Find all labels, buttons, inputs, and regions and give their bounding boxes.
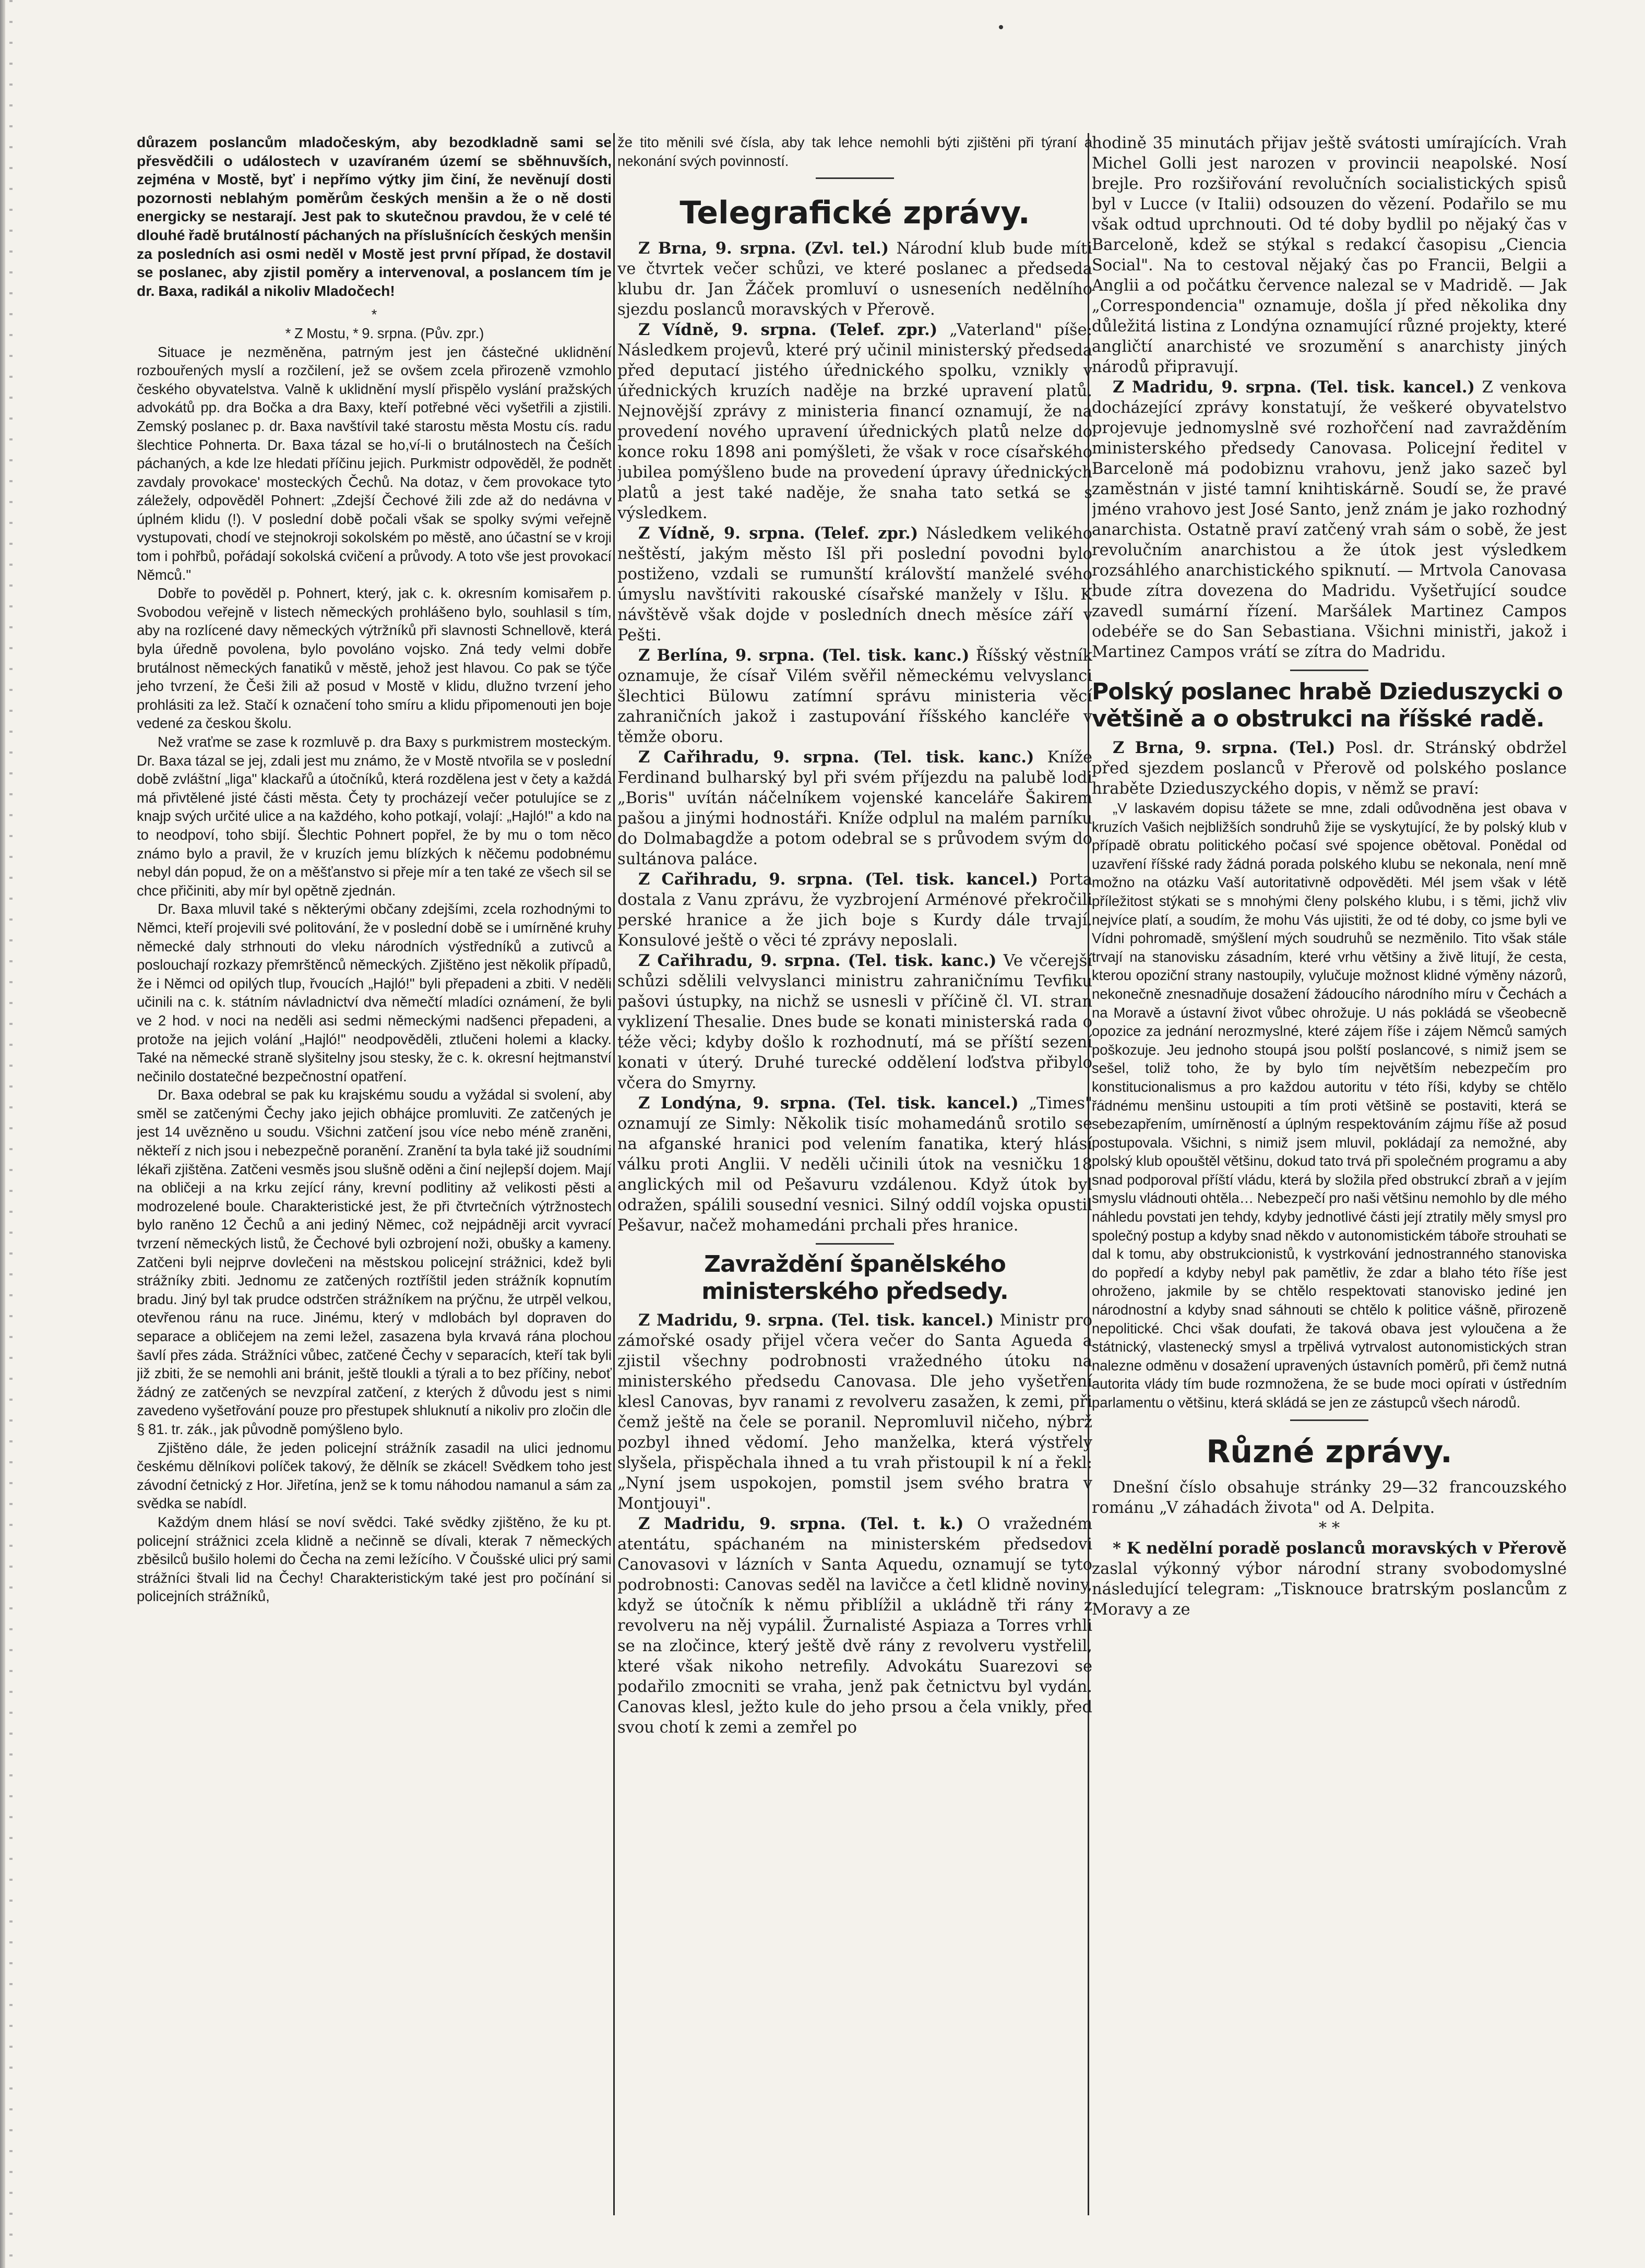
news-text: „Vaterland" píše: Následkem projevů, které prý učinil ministerský předseda před deputací jistého úřednického spolku, vznikly v úřednických kruzích naděje na brzké upravení platů. Nejnovější zprávy z ministeria financí oznamují, že na provedení nového upravení úřednických platů nelze do konce roku 1898 ani pomýšleti, že však v roce císařského jubilea pomýšleno bude na provedení úpravy úřednických platů a jest také naděje, že snaha tato setká se s výsledkem. [617,321,1092,523]
dateline: Z Madridu, 9. srpna. (Tel. tisk. kancel.) [638,1311,994,1330]
separator-rule [1290,1419,1368,1421]
dateline: * Z Mostu, * 9. srpna. (Pův. zpr.) [285,325,484,341]
news-item [617,238,1092,320]
news-text: Následkem velikého neštěstí, jakým město Išl při poslední povodni bylo postiženo, vzdali se rumunští královští manželé svého úmyslu navštíviti rakouské císařské manžely v Išlu. K návštěvě však dojde v posledních dnech měsíce září v Pešti. [617,524,1092,645]
news-item [1092,1538,1567,1620]
news-text: zaslal výkonný výbor národní strany svobodomyslné následující telegram: „Tisknouce bratrským poslancům z Moravy a ze [1092,1559,1567,1619]
news-text: Kníže Ferdinand bulharský byl při svém příjezdu na palubě lodi „Boris" uvítán náčelníkem vojenské kanceláře Šakirem pašou a jinými hodnostáři. Kníže odplul na malém parníku do Dolmabagdže a potom odebral se s průvodem svým do sultánova paláce. [617,748,1092,869]
news-item [617,646,1092,747]
dateline: Z Brna, 9. srpna. (Tel.) [1113,738,1336,757]
column-1 [137,133,612,2234]
article-paragraph: Zjištěno dále, že jeden policejní strážník zasadil na ulici jednomu českému dělníkovi políček takový, že dělník se zkácel! Svědkem toho jest závodní četnický z Hor. Jiřetína, jenž se k tomu náhodou namanul a sám za svědka se nabídl. [137,1439,612,1512]
separator-star: * [371,306,377,323]
column-rule [613,133,615,2215]
section-heading-polish-deputy: Polský poslanec hrabě Dzieduszycki o většině a o obstrukci na říšské radě. [1092,678,1563,732]
news-item [617,320,1092,523]
news-text: Ve včerejší schůzi sdělili velvyslanci ministru zahraničnímu Tevfiku pašovi ústupky, na nichž se usnesli v příčině čl. VI. stran vyklizení Thesalie. Dnes bude se konati ministerská rada o téže věci; kdyby došlo k rozhodnutí, má se příští sezení konati v úterý. Druhé turecké oddělení loďstva přibylo včera do Smyrny. [617,952,1092,1093]
news-text: Národní klub bude míti ve čtvrtek večer schůzi, ve které poslanec a předseda klubu dr. Jan Žáček promluví o usneseních nedělního sjezdu poslanců moravských v Přerově. [617,240,1092,319]
news-item [617,1514,1092,1738]
dateline: Z Berlína, 9. srpna. (Tel. tisk. kanc.) [638,646,970,665]
article-continuation: hodině 35 minutách přijav ještě svátosti umírajících. Vrah Michel Golli jest narozen v provincii neapolské. Nosí brejle. Pro rozšiřování revolučních socialistických spisů byl v Lucce (v Italii) odsouzen do vězení. Podařilo se mu však odtud uprchnouti. Od té doby bydlil po nějaký čas v Barceloně, kdež se stýkal s redakcí časopisu „Ciencia Social". Na to cestoval nějaký čas po Francii, Belgii a Anglii a od počátku července nalezal se v Madridě. — Jak „Correspondencia" oznamuje, došla jí před několika dny důležitá listina z Londýna oznamující různé projekty, které angličtí anarchisté ve srozumění s anarchisty jiných národů připravují. [1092,134,1567,376]
separator-stars: * * [1318,1519,1340,1537]
article-continuation: důrazem poslancům mladočeským, aby bezodkladně sami se přesvědčili o událostech v uzavíraném území se sběhnuvších, zejména v Mostě, byť i nepřímo výtky jim činí, že nevěnují dosti pozornosti neblahým poměrům českých menšin a že o ně dosti energicky se nestarají. Jest pak to skutečnou pravdou, že v celé té dlouhé řadě brutálností páchaných na příslušnících českých menšin za posledních asi osmi neděl v Mostě jest první případ, že dostavil se poslanec, aby zjistil poměry a intervenoval, a poslancem tím je dr. Baxa, radikál a nikoliv Mladočech! [137,134,612,299]
article-paragraph: Dr. Baxa mluvil také s některými občany zdejšími, zcela rozhodnými to Němci, kteří projevili své politování, že v poslední době se i umírněné kruhy německé daly strhnouti do vleku národních výstředníků a zutivců a poslouchají rozkazy přemrštěnců německých. Zjištěno jest několik případů, že i Němci od opilých tlup, řvoucích „Hajló!" byli přepadeni a zbiti. V neděli učinili na c. k. státním návladnictví dva němečtí mladíci oznámení, že byli ve 2 hod. v noci na neděli asi sedmi německými nadšenci přepadeni, a protože na jejich volání „Hajló!" neodpověděli, ztlučeni holemi a klacky. Také na německé straně slyšitelny jsou stesky, že c. k. okresní hejtmanství nečinilo dostatečné bezpečnostní opatření. [137,901,612,1084]
news-item: Dnešní číslo obsahuje stránky 29—32 francouzského románu „V záhadách života" od A. Delpita. [1092,1478,1567,1517]
dateline: Z Madridu, 9. srpna. (Tel. tisk. kancel.) [1113,378,1475,397]
news-item [1092,738,1567,799]
separator-rule [816,177,894,179]
news-text: Z venkova docházející zprávy konstatují, že veškeré obyvatelstvo projevuje jednomyslně své rozhořčení nad zavražděním ministerského předsedy Canovasa. Policejní ředitel v Barceloně má podobiznu vrahovu, jenž jako sazeč byl zaměstnán v jisté tamní knihtiskárně. Soudí se, že pravé jméno vrahovo jest José Santo, jenž znám je jako rozhodný anarchista. Ostatně praví zatčený vrah sám o sobě, že jest revolučním anarchistou a že útok jest výsledkem rozsáhlého anarchistického spiknutí. — Mrtvola Canovasa bude zítra dovezena do Madridu. Vyšetřující soudce zavedl sumární řízení. Maršálek Martinez Campos odebéře se do San Sebastiana. Všichni ministři, jakož i Martinez Campos vrátí se zítra do Madridu. [1092,378,1567,661]
dateline: Z Londýna, 9. srpna. (Tel. tisk. kancel.) [638,1094,1019,1113]
article-paragraph: Každým dnem hlásí se noví svědci. Také svědky zjištěno, že ku pt. policejní strážnici zcela klidně a nečinně se dívali, kterak 7 německých zběsilců bušilo holemi do Čecha na zemi ležícího. V Čoušské ulici prý sami strážníci štvali lid na Čechy! Charakteristickým také jest pro počínání si policejních strážníků, [137,1513,612,1605]
dateline: Z Vídně, 9. srpna. (Telef. zpr.) [638,320,938,340]
dateline: Z Madridu, 9. srpna. (Tel. t. k.) [638,1514,964,1534]
dateline: Z Vídně, 9. srpna. (Telef. zpr.) [638,524,919,543]
letter-quote: „V laskavém dopisu tážete se mne, zdali odůvodněna jest obava v kruzích Vašich nejbližších sondruhů žije se vyskytující, že by polský klub v případě obratu politického počasí své spojence obětoval. Ponědal od uzavření říšské rady žádná porada polského klubu se nekonala, není mně možno na otázku Vaší autoritativně odpověděti. Mél jsem však v létě příležitost stýkati se s mnohými členy polského klubu, i s těmi, jichž vliv nejvíce platí, a soudím, že mohu Vás ujistiti, že od té doby, co jsme byli ve Vídni pohromadě, smýšlení mých soudruhů se nezměnilo. Tito však stále trvají na stanovisku zásadním, které vrhu většiny a živě litují, že cesta, kterou opoziční strany nastoupily, vylučuje možnost klidné výměny názorů, nekonečně znesnadňuje dosažení žádoucího národního míru v Čechách a na Moravě a ústavní život vůbec ohrožuje. U nás pokládá se všeobecně opozice za jednání nerozmyslné, které zájem říše i zájem Němců samých poškozuje. Jeu jednoho stoupá jsou polští poslancové, s nimiž jsem se sešel, toliž toho, že by bylo tím největším nebezpečím pro konstitucionalismus a pro každou autoritu v této říši, kdyby se chtělo řádnému menšinu ustoupiti a tím proti většině se postaviti, která se sebezapřením, umírněností a úplným respektováním zájmu říše až posud postupovala. Všichni, s nimiž jsem mluvil, pokládají za nemožné, aby polský klub opouštěl většinu, dokud tato trvá při společném programu a aby snad podporoval příští vládu, která by složila před obstrukcí zbraň a v jejím smyslu vládnouti ohtěla… Nebezpečí pro naši většinu nemohlo by dle mého náhledu povstati jen tehdy, kdyby jednotlivé části její ztratily měly smysl pro společný postup a kdyby snad někdo v autonomistickém táboře strouhati se dal k tomu, aby obstrukcionistů, k vystrkování jednostranného stanoviska do popředí a kdyby nebyl pak pamětliv, že zdar a blaho této říše jest ohroženo, jakmile by se chtělo respektovati stanovisko jediné jen národnostní a kdyby snad sáhnouti se chtělo k politice vášně, přirozeně nepolitické. Chci však doufati, že taková obava jest vyloučena a že státnický, vlastenecký smysl a trpělivá vytrvalost autonomistických stran nalezne odměnu v dosažení upravených ústavních poměrů, při čemž nutná autorita vlády tím bude rozmnožena, že se bude moci opírati v ústředním parlamentu o většinu, která skládá se jen ze zástupců všech národů. [1092,800,1567,1411]
news-item [617,523,1092,646]
section-heading-assassination: Zavraždění španělského ministerského předsedy. [701,1251,1008,1305]
dateline: Z Cařihradu, 9. srpna. (Tel. tisk. kanc.) [638,748,1034,767]
article-paragraph: Situace je nezměněna, patrným jest jen částečné uklidnění rozbouřených myslí a rozčilení, jež se ovšem zcela přirozeně vzmohlo českého obyvatelstva. Valně k uklidnění myslí přispělo vyslání pražských advokátů pp. dra Bočka a dra Baxy, kteří potřebné věci vyšetřili a zjistili. Zemský poslanec p. dr. Baxa navštívil také starostu města Mostu cís. radu šlechtice Pohnerta. Dr. Baxa tázal se ho,ví-li o brutálnostech na Češích páchaných, a kde lze hledati příčinu jejich. Purkmistr odpověděl, že podnět zavdaly provokace' mosteckých Čechů. Na dotaz, v čem provokace tyto záležely, odpověděl Pohnert: „Zdejší Čechové žili zde až do nedávna v úplném klidu (!). V poslední době počali však se spolky svými veřejně vystupovati, chodí ve stejnokroji sokolském po městě, ano účastní se v kroji tom i pohřbů, pořádají sokolská cvičení a průvody. A toto vše jest provokací Němců." [137,343,612,583]
dateline: * K nedělní poradě poslanců moravských v Přerově [1113,1538,1567,1558]
news-text: Říšský věstník oznamuje, že císař Vilém svěřil německému velvyslanci šlechtici Bülowu zatímní správu ministeria věcí zahraničních jakož i zastupování říšského kancléře v těmže oboru. [617,647,1092,747]
binding-holes [9,0,13,2268]
column-3 [1092,133,1567,2234]
news-item [1092,377,1567,662]
news-text: O vražedném atentátu, spáchaném na ministerském předsedovi Canovasovi v lázních v Santa Aquedu, oznamují se tyto podrobnosti: Canovas seděl na lavičce a četl klidně noviny, když se útočník k němu přiblížil a ukládně tři rány z revolveru na něj vypálil. Žurnalisté Aspiaza a Torres vrhli se na zločince, který ještě dvě rány z revolveru vystřelil, které však nikoho netrefily. Advokátu Suarezovi se podařilo zmocniti se vraha, jenž pak četnictvu byl vydán. Canovas klesl, ježto kule do jeho prsou a čela vnikly, před svou chotí k zemi a zemřel po [617,1515,1092,1737]
section-heading-telegrams: Telegrafické zprávy. [680,195,1030,232]
news-text: „Times" oznamují ze Simly: Několik tisíc mohamedánů srotilo se na afganské hranici pod velením fanatika, který hlásí válku proti Anglii. V neděli učinili útok na vesničku 18 anglických mil od Pešavuru vzdálenou. Když útok byl odražen, spálili sousední vesnici. Silný oddíl vojska opustil Pešavur, načež mohamedáni prchali přes hranice. [617,1094,1092,1235]
news-text: Ministr pro zámořské osady přijel včera večer do Santa Agueda a zjistil všechny podrobnosti vražedného útoku na ministerského předsedu Canovasa. Dle jeho vyšetření klesl Canovas, byv ranami z revolveru zasažen, k zemi, při čemž ještě na čele se poranil. Nepromluvil ničeho, nýbrž pozbyl ihned vědomí. Jeho manželka, která výstřely slyšela, přispěchala ihned a tu vrah přistoupil k ní a řekl: „Nyní jsem uspokojen, pomstil jsem svého bratra v Montjouyi". [617,1311,1092,1513]
separator-rule [1290,670,1368,671]
news-item [617,951,1092,1093]
article-paragraph: Dr. Baxa odebral se pak ku krajskému soudu a vyžádal si svolení, aby směl se zatčenými Čechy jako jejich obhájce promluviti. Ze zatčených je jest 14 uvězněno u soudu. Všichni zatčení jsou více nebo méně zraněni, někteří z nich jsou i nebezpečně poranění. Zranění ta byla také již soudními lékaři zjištěna. Zatčeni vesměs jsou slušně oděni a činí nejlepší dojem. Mají na obličeji a na krku zející rány, krevní podlitiny až velikosti pěsti a modrozelené boule. Charakteristické jest, že při čtvrtečních výtržnostech bylo raněno 12 Čechů a ani jediný Němec, což nejpádněji arcit vyvrací tvrzení německých listů, že Čechové byli ozbrojení noži, obušky a kameny. Zatčeni byli nejprve dovlečeni na městskou policejní strážnici, kdež byli strážníky zbiti. Jednomu ze zatčených roztříštil jeden strážník kopnutím bradu. Jiný byl tak prudce odstrčen strážníkem na prýčnu, že utrpěl velkou, otevřenou ránu na ruce. Jinému, který v mdlobách byl dopraven do separace a obličejem na zemi ležel, zasazena byla krvavá rána plochou šavlí přes záda. Strážníci vůbec, zatčené Čechy v separacích, kteří tak byli již zbiti, že se nemohli ani bránit, ještě tloukli a týrali a to bez příčiny, neboť žádný ze zatčených se nevzpíral zatčení, z kterých ž důvodu jest s nimi zavedeno vyšetřování pouze pro přestupek shluknutí a nikoliv pro zločin dle § 81. tr. zák., jak původně pomýšleno bylo. [137,1087,612,1437]
page-binding-edge [0,0,5,2268]
article-paragraph: Než vraťme se zase k rozmluvě p. dra Baxy s purkmistrem mosteckým. Dr. Baxa tázal se jej, zdali jest mu známo, že v Mostě ntvořila se v poslední době zvláštní „liga" klackařů a útočníků, která rozdělena jest v čety a každá má přivtělené jisté části města. Čety ty procházejí večer potulujíce se z knajp svých určité ulice a na každého, koho potkají, volají: „Hajló!" a kdo na to neodpoví, toho sbijí. Šlechtic Pohnert popřel, že by mu o tom něco známo bylo a pravil, že v kruzích jemu blízkých k něčemu podobnému nebyl dán popud, že on a měšťanstvo si přeje mír a ten také ze všech sil se chce přičiniti, aby mír byl opětně zjednán. [137,734,612,899]
news-item [617,1310,1092,1514]
column-2 [617,133,1092,2234]
news-text: Porta dostala z Vanu zprávu, že vyzbrojení Arménové překročili perské hranice a že jich boje s Kurdy dále trvají. Konsulové ještě o věci té zprávy neposlali. [617,870,1092,950]
article-paragraph: Dobře to pověděl p. Pohnert, který, jak c. k. okresním komisařem p. Svobodou veřejně v listech německých prohlášeno bylo, souhlasil s tím, aby na rozlícené davy německých výtržníků při slavnosti Schnellově, která byla úředně povolena, bylo povoláno vojsko. Zná tedy velmi dobře brutálnost německých fanatiků v městě, jehož jest hlavou. Co pak se týče jeho tvrzení, že Češi žili až posud v Mostě v klidu, dlužno tvrzení jeho prohlásiti za lež. Stačí k označení toho smíru a klidu připomenouti jen boje vedené za českou školu. [137,585,612,732]
dateline: Z Cařihradu, 9. srpna. (Tel. tisk. kancel.) [638,870,1038,889]
news-item [617,747,1092,869]
article-continuation: že tito měnili své čísla, aby tak lehce nemohli býti zjištěni při týraní a nekonání svých povinností. [617,134,1092,169]
news-item [617,869,1092,951]
dateline: Z Cařihradu, 9. srpna. (Tel. tisk. kanc.) [638,951,997,971]
section-heading-misc-news: Různé zprávy. [1206,1433,1452,1470]
news-item [617,1093,1092,1236]
separator-rule [816,1243,894,1245]
page-mark [999,25,1003,29]
dateline: Z Brna, 9. srpna. (Zvl. tel.) [638,239,889,258]
news-text: Posl. dr. Stránský obdržel před sjezdem poslanců v Přerově od polského poslance hraběte Dzieduszyckého dopis, v němž se praví: [1092,739,1567,798]
